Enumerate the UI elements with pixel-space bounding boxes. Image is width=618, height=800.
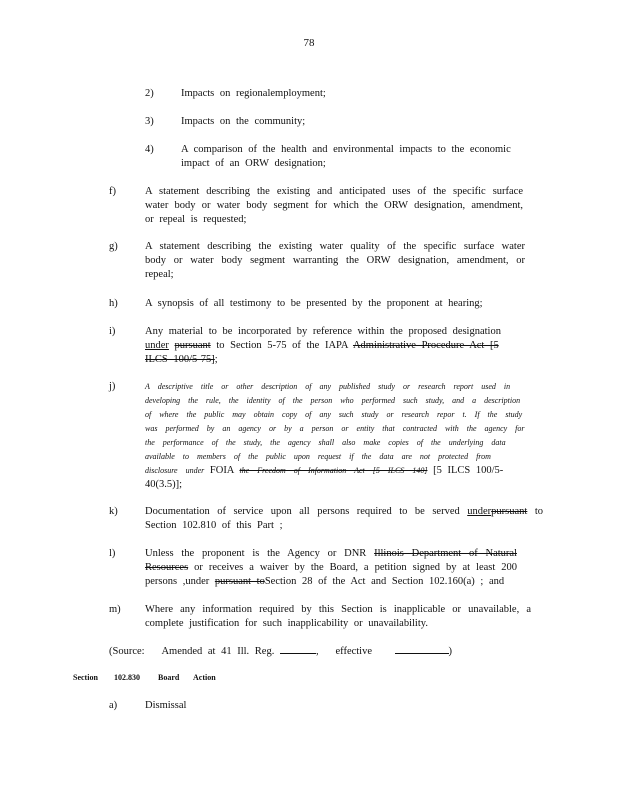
- item-i-text-2: to Section 5-75 of the IAPA: [210, 340, 353, 351]
- item-k-insertion: under: [467, 506, 492, 517]
- section-number: 102.830: [114, 673, 140, 682]
- item-l-label: l): [109, 548, 116, 559]
- next-item-label: a): [109, 700, 118, 711]
- subitem-4-line2: impact of an ORW designation;: [181, 158, 326, 169]
- item-j-foia: FOIA: [204, 465, 240, 476]
- item-m-label: m): [109, 604, 121, 615]
- item-h-text: A synopsis of all testimony to be presented by the proponent at hearing;: [145, 298, 483, 309]
- item-f-label: f): [109, 186, 116, 197]
- item-m-text: Where any information required by this Section is inapplicable or unavailable, a complete justification for such inapplicability or unavailability.: [145, 604, 531, 629]
- subitem-4-label: 4): [145, 144, 154, 155]
- source-suffix: ): [448, 646, 453, 657]
- section-title-word-1: Board: [158, 673, 180, 682]
- source-prefix: (Source:: [109, 646, 145, 657]
- item-l-text-3: Section 28 of the Act and Section 102.160(a) ; and: [264, 576, 505, 587]
- source-note: (Source: Amended at 41 Ill. Reg. , effective ): [109, 643, 529, 659]
- item-i-label: i): [109, 326, 116, 337]
- item-k-text-2: to Section 102.810 of this Part ;: [145, 506, 543, 531]
- item-i-text-3: ;: [214, 354, 218, 365]
- item-k-deletion: pursuant: [491, 506, 528, 517]
- subitem-2-text: Impacts on regionalemployment;: [181, 88, 326, 99]
- item-h-label: h): [109, 298, 118, 309]
- item-k-label: k): [109, 506, 118, 517]
- subitem-3-label: 3): [145, 116, 154, 127]
- subitem-4-text: [181, 143, 521, 171]
- item-j-label: j): [109, 381, 116, 392]
- subitem-4-line1: A comparison of the health and environmental impacts to the economic: [181, 144, 511, 155]
- subitem-2-label: 2): [145, 88, 154, 99]
- item-j-text: [145, 380, 529, 492]
- item-l-text-2: or receives a waiver by the Board, a petition signed by at least 200 persons ,under: [145, 562, 517, 587]
- item-k-text: [145, 505, 543, 533]
- item-k-text-1: Documentation of service upon all persons required to be served: [145, 506, 468, 517]
- page-number: 78: [303, 37, 315, 49]
- item-j-italic-text: A descriptive title or other description of any published study or research report used in developing the rule, the identity of the person who performed such study, and a description of where the public may obtain copy of any such study or research repor t. If the study was performed by an agency or by a person or entity that contracted with the agency for the performance of the study, the agency shall also make copies of the underlying data available to members of the public upon request if the data are not protected from disclosure under: [145, 382, 525, 475]
- source-amended: Amended at 41 Ill. Reg.: [161, 646, 275, 657]
- source-register-blank: [280, 643, 316, 654]
- item-i-text: [145, 325, 525, 367]
- source-effective-blank: [395, 643, 449, 654]
- next-item-text: Dismissal: [145, 700, 187, 711]
- item-l-text-1: Unless the proponent is the Agency or DNR: [145, 548, 375, 559]
- item-i-deletion-2: Administrative Procedure Act [5 ILCS 100/5-75]: [145, 340, 499, 365]
- item-f-text: A statement describing the existing and anticipated uses of the specific surface water body or water body segment for which the ORW designation, amendment, or repeal is requested;: [145, 186, 523, 225]
- section-label: Section: [73, 673, 98, 682]
- section-title-word-2: Action: [193, 673, 216, 682]
- item-i-text-1: Any material to be incorporated by reference within the proposed designation: [145, 326, 501, 337]
- item-l-deletion-2: pursuant to: [214, 576, 265, 587]
- item-j-deletion: the Freedom of Information Act [5 ILCS 140]: [239, 466, 428, 475]
- item-i-insertion: under: [145, 340, 169, 351]
- item-l-text: [145, 547, 517, 589]
- subitem-3-text: Impacts on the community;: [181, 116, 306, 127]
- source-effective: effective: [335, 646, 373, 657]
- item-l-deletion-1: Illinois Department of Natural Resources: [145, 548, 517, 573]
- item-g-text: A statement describing the existing water quality of the specific surface water body or water body segment warranting the ORW designation, amendment, or repeal;: [145, 241, 525, 280]
- item-g-label: g): [109, 241, 118, 252]
- item-i-deletion-1: pursuant: [174, 340, 211, 351]
- item-j-citation: [5 ILCS 100/5-40(3.5)];: [145, 465, 504, 490]
